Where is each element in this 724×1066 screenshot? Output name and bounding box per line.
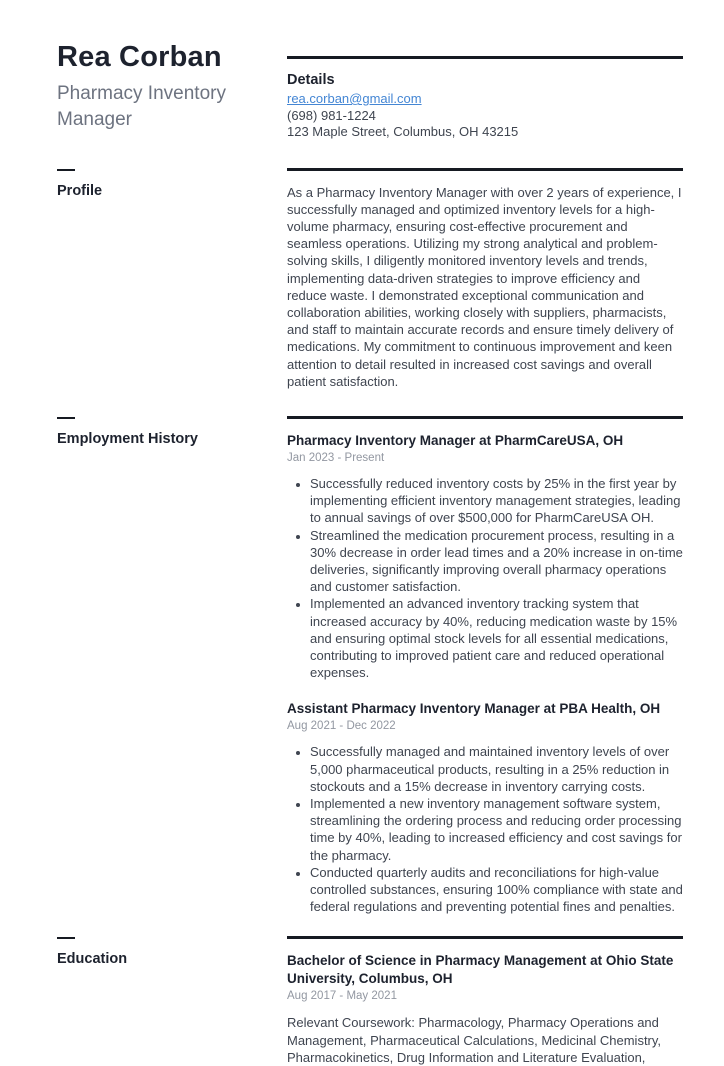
job-dates: Aug 2021 - Dec 2022: [287, 720, 396, 733]
person-name: Rea Corban: [57, 41, 222, 73]
job-bullet: • Streamlined the medication procurement process, resulting in a 30% decrease in order lead times and a 20% increase in on-time deliveries, significantly improving overall pharmacy operations and customer satisfaction.: [310, 527, 683, 596]
job-bullet: • Successfully reduced inventory costs by 25% in the first year by implementing efficient inventory management strategies, leading to annual savings of over $500,000 for PharmCareUSA OH.: [310, 475, 683, 527]
job-bullet-list: [287, 475, 683, 681]
section-rule: [287, 416, 683, 419]
profile-section: [57, 168, 683, 390]
section-dash: [57, 169, 75, 171]
education-heading: Education: [57, 951, 128, 968]
profile-text: As a Pharmacy Inventory Manager with over 2 years of experience, I successfully managed and optimized inventory levels for a high-volume pharmacy, ensuring cost-effective procurement and seamless operations. Utilizing my strong analytical and problem-solving skills, I diligently monitored inventory levels and trends, implementing data-driven strategies to improve efficiency and reduce waste. I demonstrated exceptional communication and collaboration abilities, working closely with suppliers, pharmacists, and staff to maintain accurate records and ensure timely delivery of medications. My commitment to continuous improvement and keen attention to detail resulted in increased cost savings and overall patient satisfaction.: [287, 184, 682, 389]
email-link[interactable]: rea.corban@gmail.com: [287, 91, 422, 106]
details-heading: Details: [287, 72, 335, 88]
degree-title: Bachelor of Science in Pharmacy Management at Ohio State University, Columbus, OH: [287, 953, 674, 987]
employment-header-cell: [57, 416, 287, 915]
profile-header-cell: [57, 168, 287, 390]
email-row: [287, 91, 683, 108]
address-text: 123 Maple Street, Columbus, OH 43215: [287, 124, 519, 139]
education-description: Relevant Coursework: Pharmacology, Pharmacy Operations and Management, Pharmaceutical Calculations, Medicinal Chemistry, Pharmacokinetics, Drug Information and Literature Evaluation,: [287, 1015, 662, 1065]
job-entry: [287, 700, 683, 915]
details-block: [287, 56, 683, 141]
education-section: [57, 936, 683, 1066]
section-rule: [287, 936, 683, 939]
job-bullet: • Implemented an advanced inventory tracking system that increased accuracy by 40%, reducing medication waste by 15% and ensuring optimal stock levels for all essential medications, contributing to improved patient care and reduced operational expenses.: [310, 595, 683, 681]
job-bullet: • Conducted quarterly audits and reconciliations for high-value controlled substances, ensuring 100% compliance with state and federal regulations and preventing potential fines and penalties.: [310, 864, 683, 916]
section-dash: [57, 937, 75, 939]
education-dates: Aug 2017 - May 2021: [287, 990, 397, 1003]
job-title: Pharmacy Inventory Manager at PharmCareUSA, OH: [287, 432, 624, 448]
job-title: Assistant Pharmacy Inventory Manager at PBA Health, OH: [287, 701, 661, 717]
section-rule: [287, 56, 683, 59]
person-job-title: Pharmacy Inventory Manager: [57, 83, 226, 130]
education-header-cell: [57, 936, 287, 1066]
job-bullet-list: [287, 743, 683, 915]
section-rule: [287, 168, 683, 171]
phone-text: (698) 981-1224: [287, 107, 376, 123]
employment-heading: Employment History: [57, 430, 198, 447]
employment-content-cell: [287, 416, 683, 915]
section-dash: [57, 417, 75, 419]
job-bullet: • Successfully managed and maintained inventory levels of over 5,000 pharmaceutical products, resulting in a 25% reduction in stockouts and a 15% decrease in inventory carrying costs.: [310, 743, 683, 795]
profile-heading: Profile: [57, 182, 103, 199]
header-section: [57, 40, 683, 141]
job-dates: Jan 2023 - Present: [287, 451, 385, 464]
education-content-cell: [287, 936, 683, 1066]
name-block: [57, 40, 287, 141]
job-bullet: • Implemented a new inventory management software system, streamlining the ordering process and reducing order processing time by 40%, leading to increased efficiency and cost savings for the pharmacy.: [310, 795, 683, 864]
employment-section: [57, 416, 683, 915]
profile-content-cell: [287, 168, 683, 390]
job-entry: [287, 432, 683, 681]
